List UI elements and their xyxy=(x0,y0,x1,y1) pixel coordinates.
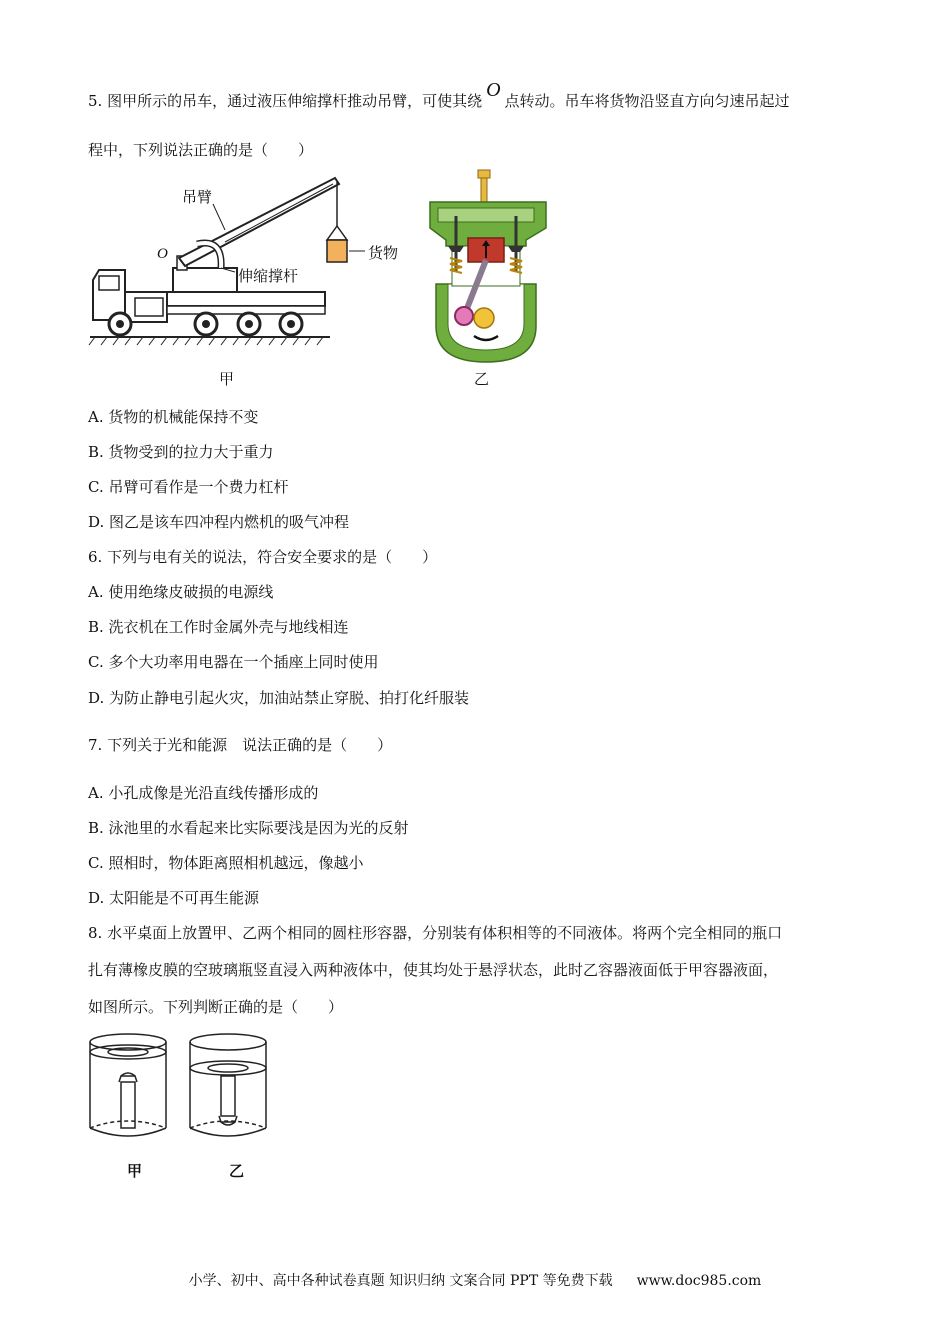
q6-option-c: C. 多个大功率用电器在一个插座上同时使用 xyxy=(88,653,379,671)
q6-option-d: D. 为防止静电引起火灾，加油站禁止穿脱、拍打化纤服装 xyxy=(88,689,470,707)
crane-pivot-label: O xyxy=(157,246,168,262)
q5-o-symbol: O xyxy=(486,79,501,101)
page-footer xyxy=(0,1270,950,1290)
footer-url[interactable]: www.doc985.com xyxy=(636,1273,762,1289)
q6-option-a: A. 使用绝缘皮破损的电源线 xyxy=(88,583,274,601)
q5-stem-line1 xyxy=(88,79,790,111)
q8-stem-line2: 扎有薄橡皮膜的空玻璃瓶竖直浸入两种液体中，使其均处于悬浮状态，此时乙容器液面低于甲容器液面， xyxy=(88,961,779,979)
q8-stem-line1: 8. 水平桌面上放置甲、乙两个相同的圆柱形容器，分别装有体积相等的不同液体。将两个完全相同的瓶口 xyxy=(88,924,783,942)
footer-text: 小学、初中、高中各种试卷真题 知识归纳 文案合同 PPT 等免费下载 xyxy=(188,1273,613,1289)
container-yi xyxy=(190,1034,266,1136)
q7-option-b: B. 泳池里的水看起来比实际要浅是因为光的反射 xyxy=(88,819,409,837)
containers-figure xyxy=(86,1030,276,1159)
container-jia xyxy=(90,1034,166,1136)
q5-stem-line2: 程中，下列说法正确的是（ ） xyxy=(88,141,314,159)
crane-cargo-label: 货物 xyxy=(368,245,399,262)
q7-option-c: C. 照相时，物体距离照相机越远，像越小 xyxy=(88,854,364,872)
q5-option-c: C. 吊臂可看作是一个费力杠杆 xyxy=(88,478,289,496)
q6-option-b: B. 洗衣机在工作时金属外壳与地线相连 xyxy=(88,618,349,636)
crane-arm-label: 吊臂 xyxy=(182,189,213,206)
q5-option-a: A. 货物的机械能保持不变 xyxy=(88,408,259,426)
q7-option-a: A. 小孔成像是光沿直线传播形成的 xyxy=(88,784,319,802)
q7-option-d: D. 太阳能是不可再生能源 xyxy=(88,889,260,907)
crane-caption: 甲 xyxy=(219,371,235,388)
q5-option-b: B. 货物受到的拉力大于重力 xyxy=(88,443,274,461)
engine-caption: 乙 xyxy=(474,371,490,388)
q5-option-d: D. 图乙是该车四冲程内燃机的吸气冲程 xyxy=(88,513,350,531)
q5-stem-part-a: 5. 图甲所示的吊车，通过液压伸缩撑杆推动吊臂，可使其绕 xyxy=(88,92,483,110)
container-jia-caption: 甲 xyxy=(127,1163,143,1180)
container-yi-caption: 乙 xyxy=(229,1163,245,1180)
crane-figure xyxy=(85,172,420,356)
q7-stem: 7. 下列关于光和能源 说法正确的是（ ） xyxy=(88,736,393,754)
engine-figure xyxy=(426,166,551,370)
q8-stem-line3: 如图所示。下列判断正确的是（ ） xyxy=(88,998,344,1016)
crane-rod-label: 伸缩撑杆 xyxy=(238,268,299,285)
q5-stem-part-b: 点转动。吊车将货物沿竖直方向匀速吊起过 xyxy=(504,92,790,110)
q6-stem: 6. 下列与电有关的说法，符合安全要求的是（ ） xyxy=(88,548,438,566)
